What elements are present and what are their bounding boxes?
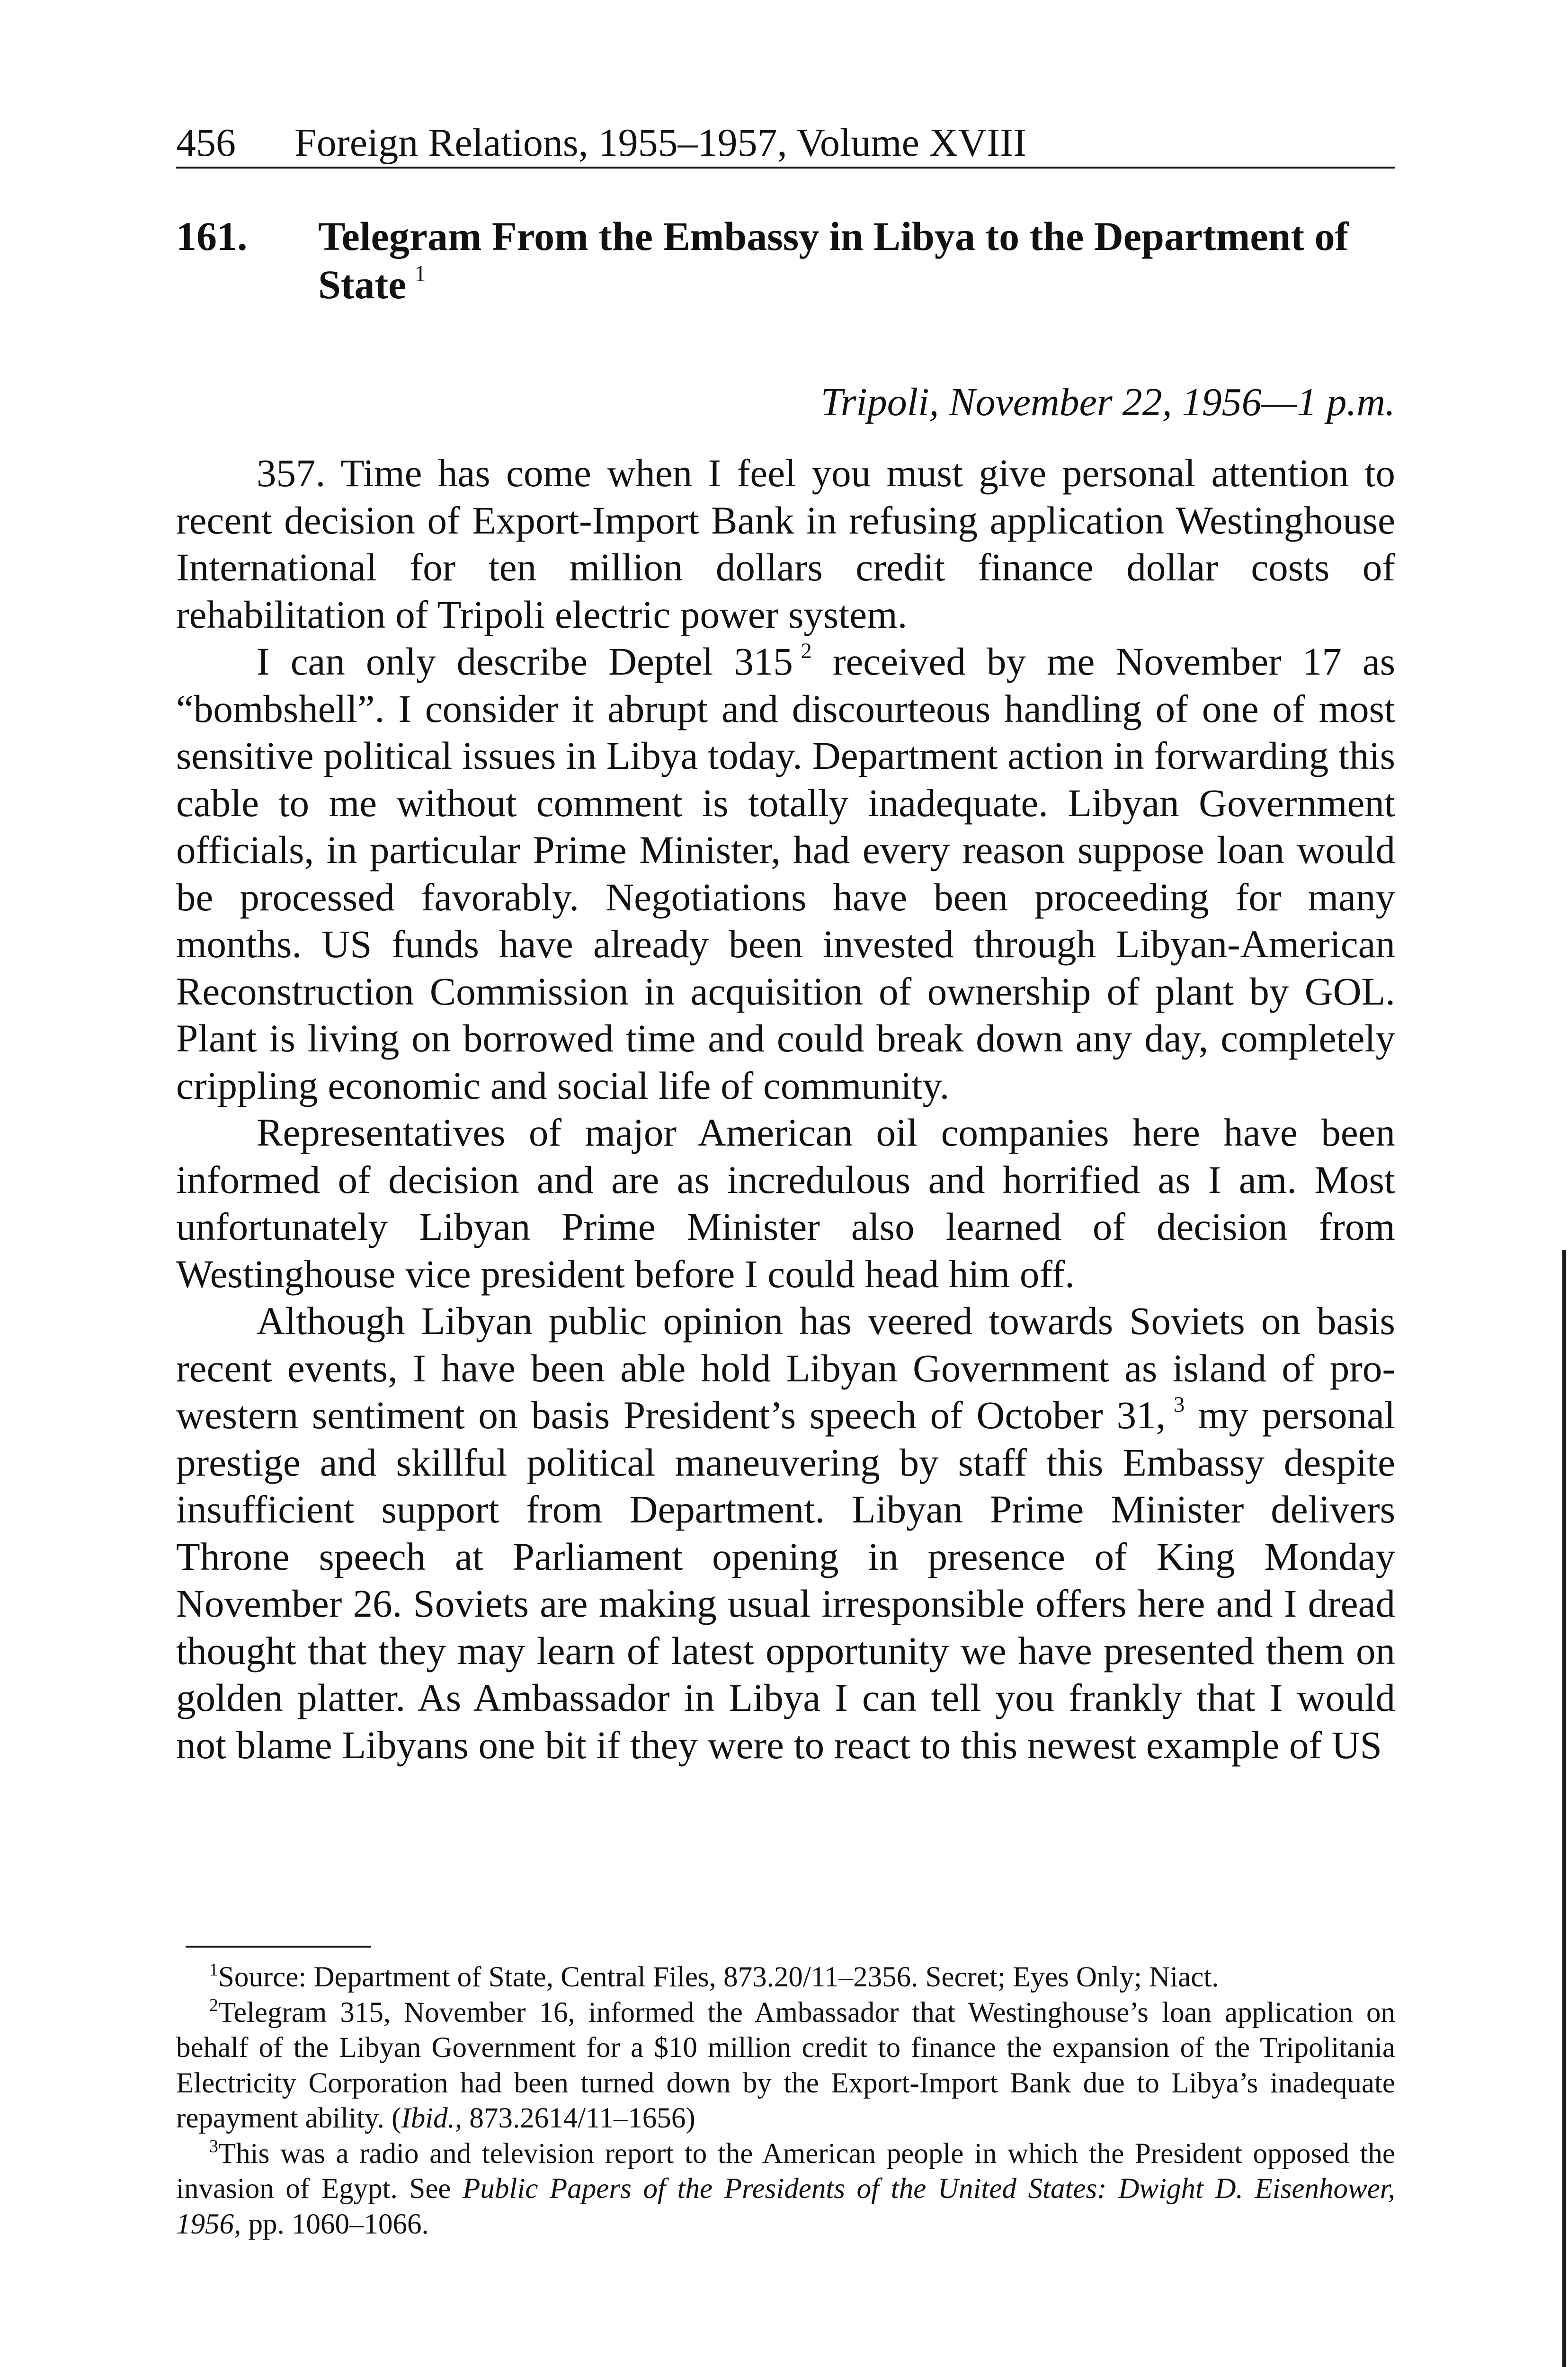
document-number: 161.: [176, 214, 248, 259]
footnote-2-mark: 2: [209, 1995, 218, 2015]
document-heading: [176, 212, 1417, 309]
paragraph-3: Representatives of major American oil companies here have been informed of decision and are as incredulous and horrified as I am. Most unfortunately Libyan Prime Minister also learned of decision from Westinghouse vice president before I could head him off.: [176, 1111, 1395, 1296]
telegram-body: [176, 450, 1395, 1769]
footnote-ref-3[interactable]: 3: [1173, 1393, 1185, 1417]
footnote-divider: [186, 1946, 371, 1948]
footnote-3-mark: 3: [209, 2136, 218, 2156]
footnote-2: $^2$Telegram 315, November 16, informed the Ambassador that Westinghouse’s loan application on behalf of the Libyan Government for a $10 million credit to finance the expansion of the Tripolitania Electricity Corporation had been turned down by the Export-Import Bank due to Libya’s inadequate repayment ability. (Ibid., 873.2614/11–1656): [176, 1995, 1395, 2134]
running-header: [176, 119, 1395, 169]
paragraph-4: Although Libyan public opinion has veered towards Soviets on basis recent events, I have been able hold Libyan Government as island of pro-western sentiment on basis President’s speech of October 31, $^3$ my personal prestige and skillful political maneuvering by staff this Embassy despite insufficient support from Department. Libyan Prime Minister delivers Throne speech at Parliament opening in presence of King Monday November 26. Soviets are making usual irresponsible offers here and I dread thought that they may learn of latest opportunity we have presented them on golden platter. As Ambassador in Libya I can tell you frankly that I would not blame Libyans one bit if they were to react to this newest example of US: [176, 1299, 1395, 1767]
paragraph-2: I can only describe Deptel 315 $^2$ received by me November 17 as “bombshell”. I consider it abrupt and discourteous handling of one of most sensitive political issues in Libya today. Department action in forwarding this cable to me without comment is totally inadequate. Libyan Government officials, in particular Prime Minister, had every reason suppose loan would be processed favorably. Negotiations have been proceeding for many months. US funds have already been invested through Libyan-American Reconstruction Commission in acquisition of ownership of plant by GOL. Plant is living on borrowed time and could break down any day, completely crippling economic and social life of community.: [176, 639, 1396, 1107]
public-papers-title: Public Papers of the Presidents of the United States: Dwight D. Eisenhower, 1956,: [176, 2173, 1395, 2240]
footnote-3: $^3$This was a radio and television report to the American people in which the President opposed the invasion of Egypt. See Public Papers of the Presidents of the United States: Dwight D. Eisenhower, 1956, pp. 1060–1066.: [176, 2136, 1395, 2240]
ibid-citation: Ibid.,: [401, 2102, 463, 2134]
scan-edge-shadow: [1562, 1250, 1566, 2367]
footnote-ref-2[interactable]: 2: [801, 639, 812, 664]
document-title: Telegram From the Embassy in Libya to the Department of State: [318, 214, 1349, 307]
dateline: Tripoli, November 22, 1956—1 p.m.: [820, 380, 1395, 424]
page-number: 456: [176, 121, 236, 165]
footnote-ref-1[interactable]: 1: [414, 261, 426, 286]
paragraph-1: 357. Time has come when I feel you must give personal attention to recent decision of Export-Import Bank in refusing application Westinghouse International for ten million dollars credit finance dollar costs of rehabilitation of Tripoli electric power system.: [176, 451, 1395, 636]
footnote-1-mark: 1: [209, 1960, 218, 1980]
footnote-1: $^1$Source: Department of State, Central Files, 873.20/11–2356. Secret; Eyes Only; Niact.: [209, 1960, 1219, 1993]
running-title: Foreign Relations, 1955–1957, Volume XVIII: [294, 121, 1027, 165]
footnotes: [176, 1960, 1395, 2242]
